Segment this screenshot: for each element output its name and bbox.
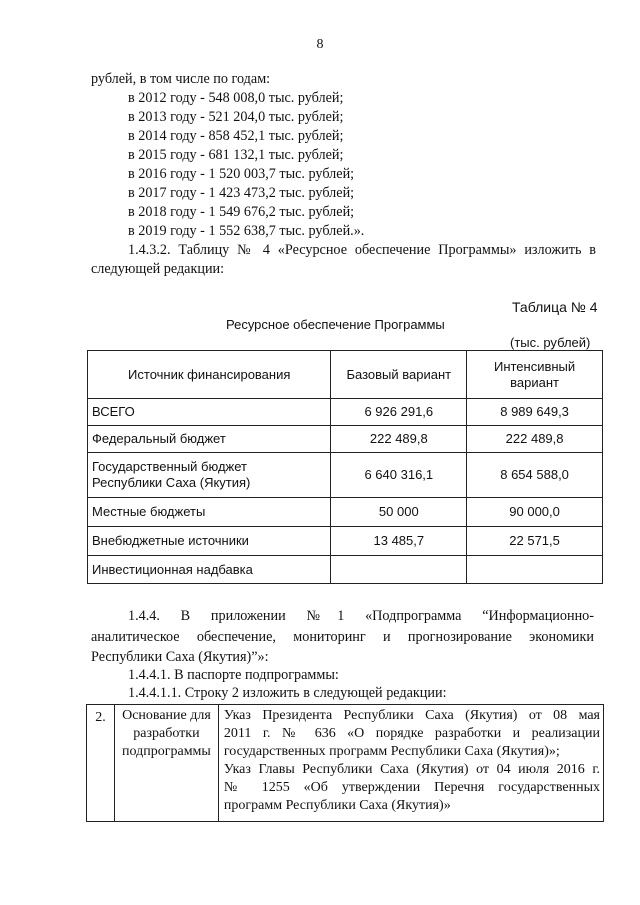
row-intensive: 8 654 588,0 — [467, 453, 603, 498]
row-base: 6 926 291,6 — [331, 399, 467, 426]
table-row — [88, 399, 603, 426]
row-intensive — [467, 556, 603, 584]
header-source: Источник финансирования — [88, 351, 331, 399]
table-row — [88, 498, 603, 527]
table-title: Ресурсное обеспечение Программы — [226, 317, 445, 332]
table-row — [88, 556, 603, 584]
row-source: Внебюджетные источники — [88, 527, 331, 556]
page-number: 8 — [316, 37, 324, 52]
paragraph-1441: 1.4.4.1. В паспорте подпрограммы: — [128, 667, 339, 683]
row-base — [331, 556, 467, 584]
row-intensive: 222 489,8 — [467, 426, 603, 453]
year-line: в 2013 году - 521 204,0 тыс. рублей; — [128, 109, 344, 125]
table-units: (тыс. рублей) — [510, 335, 591, 350]
row-source: Государственный бюджет Республики Саха (Якутия) — [88, 453, 331, 498]
row-base: 6 640 316,1 — [331, 453, 467, 498]
table-row — [87, 705, 604, 822]
row-source: Местные бюджеты — [88, 498, 331, 527]
year-line: в 2019 году - 1 552 638,7 тыс. рублей.». — [128, 223, 365, 239]
row-source: Федеральный бюджет — [88, 426, 331, 453]
table-row — [88, 453, 603, 498]
year-line: в 2012 году - 548 008,0 тыс. рублей; — [128, 90, 344, 106]
row-label: Основание для разработки подпрограммы — [114, 705, 218, 822]
paragraph-144-line3: Республики Саха (Якутия)”»: — [91, 649, 269, 665]
year-line: в 2017 году - 1 423 473,2 тыс. рублей; — [128, 185, 355, 201]
row-source: ВСЕГО — [88, 399, 331, 426]
year-line: в 2018 году - 1 549 676,2 тыс. рублей; — [128, 204, 355, 220]
row-source: Инвестиционная надбавка — [88, 556, 331, 584]
header-intensive: Интенсивный вариант — [467, 351, 603, 399]
paragraph-144-line1: 1.4.4. В приложении №1 «Подпрограмма “Информационно- — [128, 608, 594, 624]
row-number: 2. — [87, 705, 115, 822]
paragraph-144-line2: аналитическое обеспечение, мониторинг и прогнозирование экономики — [91, 629, 594, 645]
resource-table — [87, 350, 603, 584]
subprogram-passport-table — [86, 704, 604, 822]
year-line: в 2014 году - 858 452,1 тыс. рублей; — [128, 128, 344, 144]
row-content: Указ Президента Республики Саха (Якутия) от 08 мая 2011 г. № 636 «О порядке разработки и реализации государственных программ Республики Саха (Якутия)»; Указ Главы Республики Саха (Якутия) от 04 июля 2016 г. № 1255 «Об утверждении Перечня государственных программ Республики Саха (Якутия)» — [218, 705, 603, 822]
paragraph-1432-line2: следующей редакции: — [91, 261, 225, 277]
table-header-row — [88, 351, 603, 399]
header-base: Базовый вариант — [331, 351, 467, 399]
year-line: в 2016 году - 1 520 003,7 тыс. рублей; — [128, 166, 355, 182]
row-base: 222 489,8 — [331, 426, 467, 453]
row-base: 13 485,7 — [331, 527, 467, 556]
intro-line: рублей, в том числе по годам: — [91, 71, 271, 87]
table-row — [88, 426, 603, 453]
paragraph-14411: 1.4.4.1.1. Строку 2 изложить в следующей редакции: — [128, 685, 447, 701]
table-row — [88, 527, 603, 556]
row-intensive: 22 571,5 — [467, 527, 603, 556]
row-base: 50 000 — [331, 498, 467, 527]
paragraph-1432-line1: 1.4.3.2. Таблицу № 4 «Ресурсное обеспечение Программы» изложить в — [128, 242, 596, 258]
row-intensive: 8 989 649,3 — [467, 399, 603, 426]
row-intensive: 90 000,0 — [467, 498, 603, 527]
table-label: Таблица № 4 — [512, 299, 598, 315]
year-line: в 2015 году - 681 132,1 тыс. рублей; — [128, 147, 344, 163]
